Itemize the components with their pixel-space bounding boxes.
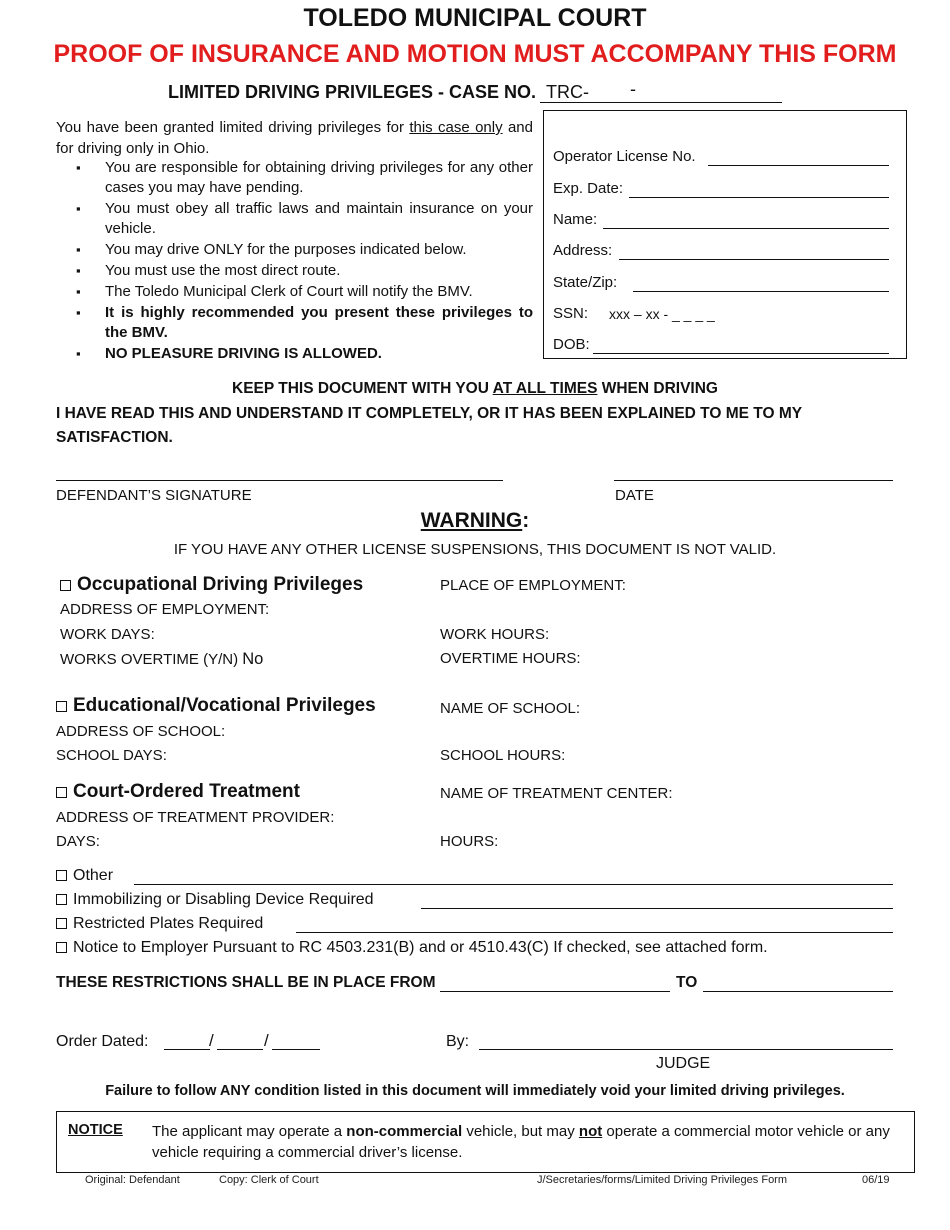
warning-title <box>0 509 950 533</box>
immobilizing-field[interactable] <box>421 908 893 909</box>
works-overtime-row <box>60 650 263 669</box>
license-info-box <box>543 110 907 359</box>
notice-text-b: vehicle, but may <box>466 1123 575 1140</box>
works-overtime-label: WORKS OVERTIME (Y/N) <box>60 651 239 668</box>
restrictions-to-field[interactable] <box>703 991 893 992</box>
treatment-checkbox[interactable] <box>56 787 67 798</box>
notice-text-a: The applicant may operate a <box>152 1123 343 1140</box>
case-dash: - <box>630 79 636 99</box>
place-of-employment-label: PLACE OF EMPLOYMENT: <box>440 577 626 594</box>
order-slash: / <box>209 1031 214 1050</box>
restrictions-to-label: TO <box>676 974 698 991</box>
treatment-provider-address-label: ADDRESS OF TREATMENT PROVIDER: <box>56 809 335 826</box>
footer-revision: 06/19 <box>862 1174 890 1186</box>
warning-text: IF YOU HAVE ANY OTHER LICENSE SUSPENSIONS, THIS DOCUMENT IS NOT VALID. <box>173 541 777 558</box>
educational-heading <box>56 695 376 717</box>
order-day-field[interactable] <box>217 1049 263 1050</box>
footer-copy: Copy: Clerk of Court <box>219 1174 319 1186</box>
warning-word: WARNING <box>420 509 523 532</box>
employer-notice-label: Notice to Employer Pursuant to RC 4503.231(B) and or 4510.43(C) If checked, see attached form. <box>73 939 768 956</box>
keep-text: KEEP THIS DOCUMENT WITH YOU <box>232 380 489 397</box>
case-number-field[interactable] <box>540 79 782 103</box>
read-understand-statement: I HAVE READ THIS AND UNDERSTAND IT COMPLETELY, OR IT HAS BEEN EXPLAINED TO ME TO MY SATISFACTION. <box>56 405 802 446</box>
occupational-checkbox[interactable] <box>60 580 71 591</box>
rule-item: ▪ You must obey all traffic laws and maintain insurance on your vehicle. <box>56 199 533 239</box>
notice-not: not <box>578 1123 603 1140</box>
school-name-label: NAME OF SCHOOL: <box>440 700 581 717</box>
notice-text-c: operate a commercial motor vehicle or any vehicle requiring a commercial driver’s license. <box>152 1123 890 1161</box>
judge-label: JUDGE <box>656 1055 711 1072</box>
school-days-label: SCHOOL DAYS: <box>56 747 167 764</box>
rule-item: ▪ You must use the most direct route. <box>56 261 533 281</box>
keep-underlined: AT ALL TIMES <box>492 380 598 397</box>
proof-requirement-banner: PROOF OF INSURANCE AND MOTION MUST ACCOMPANY THIS FORM <box>53 40 897 68</box>
treatment-heading <box>56 781 300 803</box>
footer-form-path: J/Secretaries/forms/Limited Driving Privileges Form <box>537 1174 788 1186</box>
order-year-field[interactable] <box>272 1049 320 1050</box>
address-of-employment-label: ADDRESS OF EMPLOYMENT: <box>60 601 270 618</box>
footer-original: Original: Defendant <box>85 1174 180 1186</box>
rule-item: ▪ You are responsible for obtaining driving privileges for any other cases you may have pending. <box>56 158 533 198</box>
name-label: Name: <box>553 211 598 228</box>
operator-license-field[interactable] <box>708 165 889 166</box>
work-days-label: WORK DAYS: <box>60 626 155 643</box>
restrictions-from-field[interactable] <box>440 991 670 992</box>
keep-text-tail: WHEN DRIVING <box>601 380 718 397</box>
rule-item-no-pleasure: ▪ NO PLEASURE DRIVING IS ALLOWED. <box>56 344 533 364</box>
dob-label: DOB: <box>553 336 590 353</box>
treatment-center-label: NAME OF TREATMENT CENTER: <box>440 785 673 802</box>
rule-item: ▪ The Toledo Municipal Clerk of Court will notify the BMV. <box>56 282 533 302</box>
immobilizing-checkbox[interactable] <box>56 894 67 905</box>
exp-date-field[interactable] <box>629 197 889 198</box>
defendant-signature-field[interactable] <box>56 480 503 481</box>
intro-paragraph <box>56 117 533 159</box>
other-option <box>56 867 113 885</box>
educational-checkbox[interactable] <box>56 701 67 712</box>
restricted-plates-checkbox[interactable] <box>56 918 67 929</box>
immobilizing-label: Immobilizing or Disabling Device Required <box>73 891 374 908</box>
by-label: By: <box>446 1033 470 1050</box>
judge-signature-field[interactable] <box>479 1049 893 1050</box>
restricted-plates-label: Restricted Plates Required <box>73 915 264 932</box>
notice-non-commercial: non-commercial <box>346 1123 463 1140</box>
intro-text-tail: and for driving only in Ohio. <box>56 119 533 157</box>
treatment-hours-label: HOURS: <box>440 833 499 850</box>
state-zip-label: State/Zip: <box>553 274 618 291</box>
educational-title: Educational/Vocational Privileges <box>73 695 376 716</box>
restricted-plates-field[interactable] <box>296 932 893 933</box>
overtime-hours-label: OVERTIME HOURS: <box>440 650 581 667</box>
exp-date-label: Exp. Date: <box>553 180 624 197</box>
order-slash: / <box>264 1031 269 1050</box>
other-checkbox[interactable] <box>56 870 67 881</box>
work-hours-label: WORK HOURS: <box>440 626 550 643</box>
address-label: Address: <box>553 242 613 259</box>
defendant-signature-label: DEFENDANT’S SIGNATURE <box>56 487 252 504</box>
address-field[interactable] <box>619 259 889 260</box>
notice-label: NOTICE <box>68 1122 123 1138</box>
case-prefix: TRC- <box>546 82 589 102</box>
ssn-field[interactable]: xxx – xx - _ _ _ _ <box>609 306 715 322</box>
court-title: TOLEDO MUNICIPAL COURT <box>303 4 647 32</box>
other-label: Other <box>73 867 114 884</box>
order-month-field[interactable] <box>164 1049 210 1050</box>
employer-notice-option <box>56 939 768 957</box>
notice-box <box>56 1111 915 1173</box>
restricted-plates-option <box>56 915 263 933</box>
other-field[interactable] <box>134 884 893 885</box>
state-zip-field[interactable] <box>633 291 889 292</box>
occupational-heading <box>60 574 363 596</box>
immobilizing-option <box>56 891 374 909</box>
treatment-title: Court-Ordered Treatment <box>73 781 300 802</box>
intro-text: You have been granted limited driving privileges for <box>56 119 404 136</box>
employer-notice-checkbox[interactable] <box>56 942 67 953</box>
operator-license-label: Operator License No. <box>553 148 696 165</box>
restrictions-from-label: THESE RESTRICTIONS SHALL BE IN PLACE FROM <box>56 974 436 991</box>
signature-date-label: DATE <box>615 487 654 504</box>
works-overtime-value[interactable]: No <box>242 650 264 668</box>
case-number-label: LIMITED DRIVING PRIVILEGES - CASE NO. <box>168 82 537 102</box>
school-hours-label: SCHOOL HOURS: <box>440 747 566 764</box>
name-field[interactable] <box>603 228 889 229</box>
rules-list <box>56 158 533 365</box>
ssn-label: SSN: <box>553 305 589 322</box>
failure-warning: Failure to follow ANY condition listed in this document will immediately void your limited driving privileges. <box>105 1083 845 1099</box>
keep-document-notice <box>0 380 950 398</box>
warning-colon: : <box>522 509 530 532</box>
school-address-label: ADDRESS OF SCHOOL: <box>56 723 226 740</box>
intro-underlined: this case only <box>409 119 503 136</box>
rule-item: ▪ You may drive ONLY for the purposes indicated below. <box>56 240 533 260</box>
rule-item-recommended: ▪ It is highly recommended you present these privileges to the BMV. <box>56 303 533 343</box>
order-dated-label: Order Dated: <box>56 1033 149 1050</box>
signature-date-field[interactable] <box>614 480 893 481</box>
treatment-days-label: DAYS: <box>56 833 100 850</box>
occupational-title: Occupational Driving Privileges <box>77 574 364 595</box>
notice-text <box>152 1121 902 1163</box>
dob-field[interactable] <box>593 353 889 354</box>
